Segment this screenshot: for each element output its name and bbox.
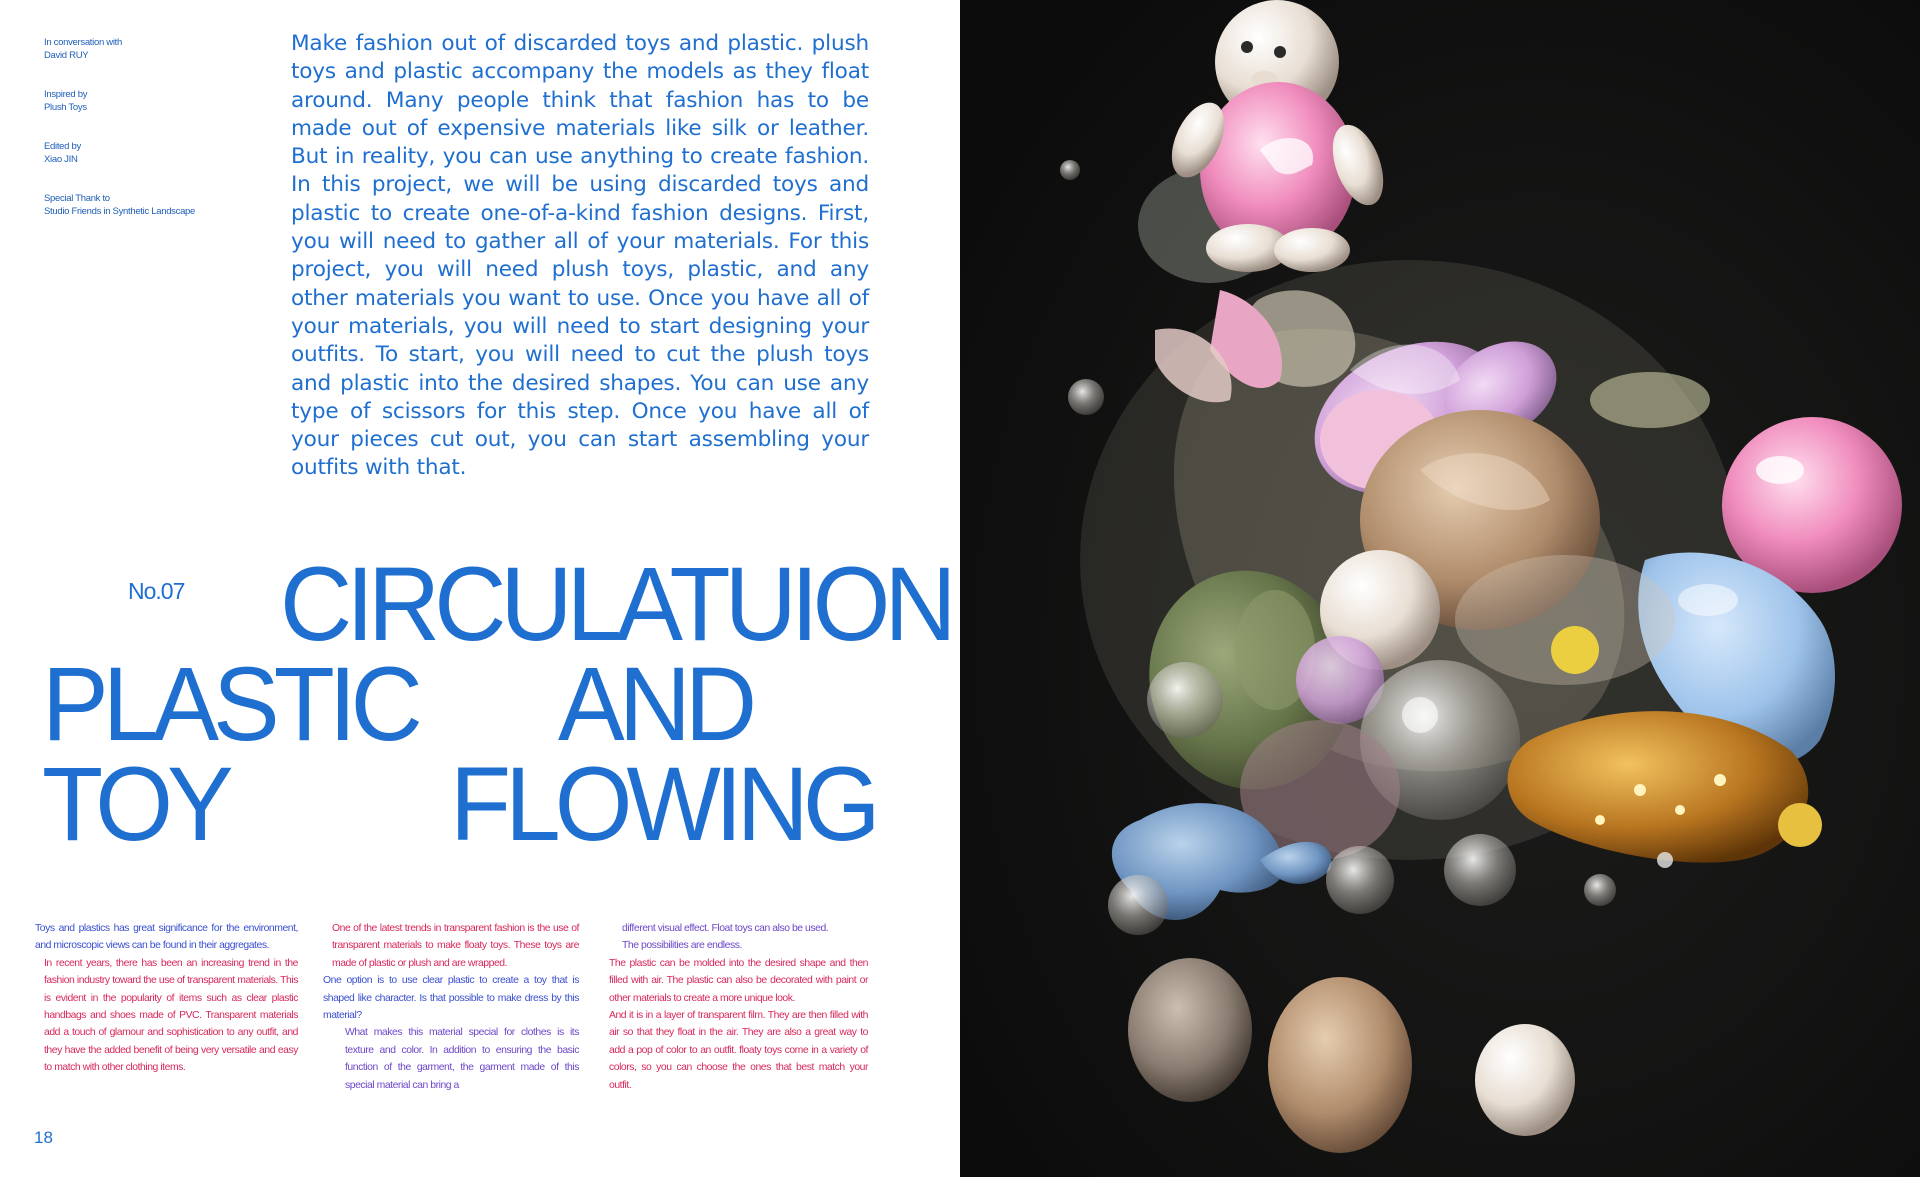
credit-conversation xyxy=(44,36,264,62)
intro-paragraph: Make fashion out of discarded toys and plastic. plush toys and plastic accompany the models as they float around. Many people think that fashion has to be made out of expensive materials like silk or leather. But in reality, you can use anything to create fashion. In this project, we will be using discarded toys and plastic to create one-of-a-kind fashion designs. First, you will need to gather all of your materials. For this project, you will need plush toys, plastic, and any other materials you want to use. Once you have all of your materials, you will need to start designing your outfits. To start, you will need to cut the plush toys and plastic into the desired shapes. You can use any type of scissors for this step. Once you have all of your pieces cut out, you can start assembling your outfits with that. xyxy=(291,31,869,481)
paragraph: And it is in a layer of transparent film. They are then filled with air so that they float in the air. They are also a great way to add a pop of color to an outfit. floaty toys come in a variety of colors, so you can choose the ones that best match your outfit. xyxy=(609,1010,868,1091)
paragraph: One of the latest trends in transparent fashion is the use of transparent materials to make floaty toys. These toys are made of plastic or plush and are wrapped. xyxy=(332,923,579,969)
body-column-2 xyxy=(323,920,579,1094)
page-number: 18 xyxy=(34,1128,53,1147)
credit-inspired xyxy=(44,88,264,114)
credit-value: Xiao JIN xyxy=(44,154,78,165)
body-column-1 xyxy=(35,920,298,1077)
paragraph: The possibilities are endless. xyxy=(622,940,742,952)
title-word-flowing: FLOWING xyxy=(450,745,875,864)
plush-toy-sculpture-image xyxy=(960,0,1920,1177)
paragraph: different visual effect. Float toys can also be used. xyxy=(622,923,829,934)
paragraph: One option is to use clear plastic to create a toy that is shaped like character. Is that possible to make dress by this material? xyxy=(323,975,579,1022)
paragraph: Toys and plastics has great significance for the environment, and microscopic views can be found in their aggregates. xyxy=(35,923,298,952)
title-word-and: AND xyxy=(558,645,752,764)
credit-value: Plush Toys xyxy=(44,102,87,113)
issue-number: No.07 xyxy=(128,578,185,604)
credit-label: Special Thank to xyxy=(44,193,110,204)
right-page-photo xyxy=(960,0,1920,1177)
body-column-3 xyxy=(600,920,868,1094)
credit-label: Inspired by xyxy=(44,89,88,100)
paragraph: The plastic can be molded into the desired shape and then filled with air. The plastic can also be decorated with paint or other materials to create a more unique look. xyxy=(609,957,868,1004)
credit-label: In conversation with xyxy=(44,37,122,48)
title-word-circulatuion: CIRCULATUION xyxy=(280,545,951,664)
title-word-plastic: PLASTIC xyxy=(42,645,417,764)
paragraph: In recent years, there has been an increasing trend in the fashion industry toward the use of transparent materials. This is evident in the popularity of items such as clear plastic handbags and shoes made of PVC. Transparent materials add a touch of glamour and sophistication to any outfit, and they have the added benefit of being very versatile and easy to match with other clothing items. xyxy=(44,957,298,1074)
credit-label: Edited by xyxy=(44,141,81,152)
credit-value: David RUY xyxy=(44,50,89,61)
credit-value: Studio Friends in Synthetic Landscape xyxy=(44,206,196,217)
credit-editor xyxy=(44,140,264,166)
credits-block xyxy=(44,36,264,244)
paragraph: What makes this material special for clothes is its texture and color. In addition to ensuring the basic function of the garment, the garment made of this special material can bring a xyxy=(345,1027,579,1091)
credit-thanks xyxy=(44,192,264,218)
title-word-toy: TOY xyxy=(42,745,228,864)
